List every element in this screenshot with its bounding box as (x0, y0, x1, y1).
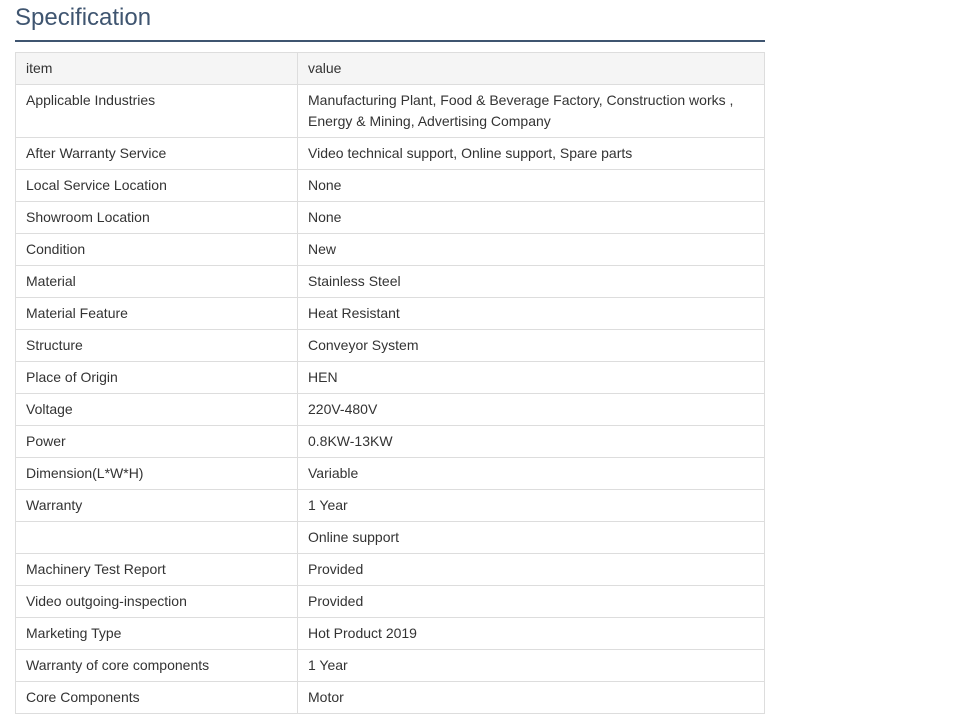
row-value-cell: None (298, 202, 765, 234)
row-item-cell (16, 522, 298, 554)
specification-section (15, 0, 765, 714)
row-item-cell: Material Feature (16, 298, 298, 330)
row-value-cell: Conveyor System (298, 330, 765, 362)
table-row (16, 362, 765, 394)
table-row (16, 682, 765, 714)
row-value-cell: Variable (298, 458, 765, 490)
table-row (16, 650, 765, 682)
table-row (16, 202, 765, 234)
row-value-cell: Motor (298, 682, 765, 714)
table-row (16, 234, 765, 266)
row-value-cell: Stainless Steel (298, 266, 765, 298)
table-row (16, 298, 765, 330)
row-item-cell: Video outgoing-inspection (16, 586, 298, 618)
section-title: Specification (15, 0, 765, 42)
table-row (16, 266, 765, 298)
row-value-cell: Provided (298, 554, 765, 586)
row-item-cell: Core Components (16, 682, 298, 714)
row-value-cell: HEN (298, 362, 765, 394)
row-value-cell: 220V-480V (298, 394, 765, 426)
row-value-cell: 1 Year (298, 490, 765, 522)
row-item-cell: Structure (16, 330, 298, 362)
table-row (16, 586, 765, 618)
row-value-cell: Heat Resistant (298, 298, 765, 330)
table-row (16, 458, 765, 490)
row-item-cell: Voltage (16, 394, 298, 426)
row-item-cell: Dimension(L*W*H) (16, 458, 298, 490)
row-item-cell: Place of Origin (16, 362, 298, 394)
row-value-cell: New (298, 234, 765, 266)
row-value-cell: None (298, 170, 765, 202)
table-row (16, 426, 765, 458)
table-row (16, 394, 765, 426)
row-value-cell: 1 Year (298, 650, 765, 682)
row-item-cell: Applicable Industries (16, 85, 298, 138)
row-value-cell: Manufacturing Plant, Food & Beverage Factory, Construction works , Energy & Mining, Advertising Company (298, 85, 765, 138)
row-item-cell: Showroom Location (16, 202, 298, 234)
table-row (16, 554, 765, 586)
table-row (16, 330, 765, 362)
row-item-cell: Warranty of core components (16, 650, 298, 682)
row-item-cell: Warranty (16, 490, 298, 522)
table-row (16, 138, 765, 170)
row-value-cell: Online support (298, 522, 765, 554)
row-value-cell: Provided (298, 586, 765, 618)
header-value-cell: value (298, 53, 765, 85)
spec-table (15, 52, 765, 714)
row-item-cell: Material (16, 266, 298, 298)
row-value-cell: Video technical support, Online support, Spare parts (298, 138, 765, 170)
header-item-cell: item (16, 53, 298, 85)
table-row (16, 522, 765, 554)
row-item-cell: Power (16, 426, 298, 458)
row-value-cell: 0.8KW-13KW (298, 426, 765, 458)
table-row (16, 85, 765, 138)
table-row (16, 170, 765, 202)
table-row (16, 490, 765, 522)
table-row (16, 618, 765, 650)
row-item-cell: Machinery Test Report (16, 554, 298, 586)
row-item-cell: After Warranty Service (16, 138, 298, 170)
row-item-cell: Condition (16, 234, 298, 266)
row-item-cell: Marketing Type (16, 618, 298, 650)
table-header-row (16, 53, 765, 85)
row-item-cell: Local Service Location (16, 170, 298, 202)
row-value-cell: Hot Product 2019 (298, 618, 765, 650)
